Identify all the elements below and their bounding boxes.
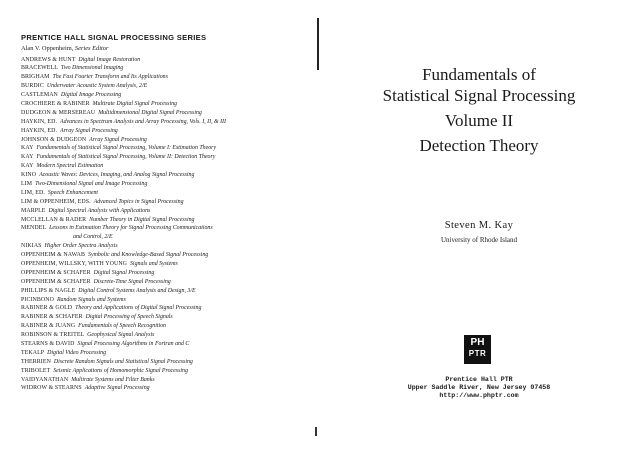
series-entry-author: PICINBONO xyxy=(21,296,54,303)
series-entry-title: Array Signal Processing xyxy=(89,136,147,143)
series-entry-author: OPPENHEIM & SCHAFER xyxy=(21,269,91,276)
series-entry-author: KAY xyxy=(21,154,34,161)
series-entry xyxy=(21,136,306,145)
series-entry xyxy=(21,233,306,242)
series-editor-name: Alan V. Oppenheim, xyxy=(21,45,74,52)
series-entry xyxy=(21,313,306,322)
series-entry-title: Fundamentals of Speech Recognition xyxy=(78,323,167,330)
series-entry xyxy=(21,56,306,65)
series-entry-author: VAIDYANATHAN xyxy=(21,376,69,383)
series-entry xyxy=(21,171,306,180)
series-entry-author: TRIBOLET xyxy=(21,367,51,374)
book-title-line: Fundamentals of xyxy=(422,65,536,84)
series-entry xyxy=(21,251,306,260)
series-entry-title: Signal Processing Algorithms in Fortran and C xyxy=(77,341,190,347)
series-entry-author: KINO xyxy=(21,172,37,179)
series-entry-title: Random Signals and Systems xyxy=(56,296,126,303)
series-entry-title: Digital Signal Processing xyxy=(93,269,155,276)
series-entry-title: Higher Order Spectra Analysis xyxy=(44,243,118,250)
series-entry-author: BRACEWELL xyxy=(21,65,58,72)
series-entry xyxy=(21,224,306,233)
left-page-series-list xyxy=(0,0,318,452)
series-entry xyxy=(21,180,306,189)
series-entry-title: Fundamentals of Statistical Signal Processing, Volume II: Detection Theory xyxy=(36,154,216,161)
series-entry-author: CASTLEMAN xyxy=(21,92,58,99)
series-entry xyxy=(21,296,306,305)
series-entry-title: Number Theory in Digital Signal Processing xyxy=(89,216,195,223)
series-entry xyxy=(21,331,306,340)
series-entry-author: WIDROW & STEARNS xyxy=(21,385,82,392)
author-affiliation: University of Rhode Island xyxy=(440,236,517,244)
series-entry-author: LIM, ED. xyxy=(21,189,45,196)
series-entry-title: Fundamentals of Statistical Signal Processing, Volume I: Estimation Theory xyxy=(36,145,217,152)
publisher-url: http://www.phptr.com xyxy=(439,392,519,399)
series-entry xyxy=(21,242,306,251)
series-editor-role: Series Editor xyxy=(74,45,109,52)
series-entry-author: JOHNSON & DUDGEON xyxy=(21,136,87,143)
series-entry-author: RABINER & SCHAFER xyxy=(21,314,83,321)
logo-ph-text: PH xyxy=(470,337,485,348)
series-entry-author: NIKIAS xyxy=(21,243,42,250)
series-entry xyxy=(21,340,306,349)
book-volume: Volume II xyxy=(444,111,514,130)
series-heading: PRENTICE HALL SIGNAL PROCESSING SERIES xyxy=(21,33,207,42)
series-entry-author: ROBINSON & TREITEL xyxy=(21,332,85,339)
series-entry xyxy=(21,109,306,118)
series-entry-author: KAY xyxy=(21,163,34,170)
series-entry-title: Geophysical Signal Analysis xyxy=(87,332,155,339)
series-entry-author: DUDGEON & MERSEREAU xyxy=(21,109,96,116)
series-entry-author: BRIGHAM xyxy=(21,74,50,81)
series-entry-author: LIM xyxy=(21,180,33,187)
series-entry-author: MCCLELLAN & RADER xyxy=(21,216,87,223)
series-entry-author: OPPENHEIM & SCHAFER xyxy=(21,278,91,285)
series-entry-author: BURDIC xyxy=(21,83,44,90)
publisher-address: Upper Saddle River, New Jersey 07458 xyxy=(407,384,551,391)
series-entry-title: Advances in Spectrum Analysis and Array Processing, Vols. I, II, & III xyxy=(60,118,226,125)
series-entry-title: Advanced Topics in Signal Processing xyxy=(93,198,184,205)
series-entry xyxy=(21,367,306,376)
series-entry xyxy=(21,127,306,136)
series-entry xyxy=(21,216,306,225)
series-entry-author: KAY xyxy=(21,145,34,152)
series-entry xyxy=(21,322,306,331)
series-entry-title: Multirate Systems and Filter Banks xyxy=(71,376,155,383)
series-entry-author: OPPENHEIM & NAWAB xyxy=(21,252,86,259)
series-entry-author: CROCHIERE & RABINER xyxy=(21,100,90,107)
series-entry xyxy=(21,162,306,171)
series-entry-title: Digital Processing of Speech Signals xyxy=(85,314,173,321)
series-entry-author: ANDREWS & HUNT xyxy=(21,56,76,63)
series-entry-title: Digital Control Systems Analysis and Design, 3/E xyxy=(78,287,196,294)
series-entry xyxy=(21,82,306,91)
ph-ptr-logo xyxy=(464,335,491,364)
series-entry-title: The Fast Fourier Transform and Its Applications xyxy=(52,74,168,81)
series-entry xyxy=(21,287,306,296)
publisher-name: Prentice Hall PTR xyxy=(445,376,513,383)
series-entry xyxy=(21,118,306,127)
series-entry-author: THERRIEN xyxy=(21,358,51,365)
series-entry xyxy=(21,144,306,153)
series-entry-author: HAYKIN, ED. xyxy=(21,118,58,125)
series-entry-author: RABINER & GOLD xyxy=(21,305,73,312)
series-entry-author: STEARNS & DAVID xyxy=(21,341,75,347)
series-entry-author: MENDEL xyxy=(21,225,47,232)
series-entry xyxy=(21,198,306,207)
series-entry-title: Digital Spectral Analysis with Applications xyxy=(48,207,151,214)
series-entry-author: PHILLIPS & NAGLE xyxy=(21,287,76,294)
series-entry-author: RABINER & JUANG xyxy=(21,323,76,330)
series-editor xyxy=(21,45,108,52)
book-subtitle: Detection Theory xyxy=(419,136,539,155)
series-entry xyxy=(21,358,306,367)
right-page-title-page xyxy=(320,0,638,452)
series-entry xyxy=(21,278,306,287)
series-entry-author: OPPENHEIM, WILLSKY, WITH YOUNG xyxy=(21,260,128,267)
series-list xyxy=(21,56,306,394)
series-entry xyxy=(21,207,306,216)
series-entry-title: Symbolic and Knowledge-Based Signal Processing xyxy=(88,252,209,259)
logo-ptr-text: PTR xyxy=(468,349,487,358)
author-name: Steven M. Kay xyxy=(444,220,514,231)
series-entry xyxy=(21,64,306,73)
series-entry-title: Adaptive Signal Processing xyxy=(84,385,150,392)
series-entry-title: Discrete Random Signals and Statistical Signal Processing xyxy=(53,358,193,365)
series-entry xyxy=(21,91,306,100)
book-title-line: Statistical Signal Processing xyxy=(382,86,576,105)
gutter-mark xyxy=(315,427,317,436)
series-entry xyxy=(21,269,306,278)
series-entry-title: Lessons in Estimation Theory for Signal Processing Communications xyxy=(49,225,213,232)
series-entry xyxy=(21,73,306,82)
series-entry xyxy=(21,100,306,109)
series-entry-author: TEKALP xyxy=(21,349,45,356)
series-entry xyxy=(21,349,306,358)
series-entry-author: MARPLE xyxy=(21,207,46,214)
series-entry-title: Theory and Applications of Digital Signal Processing xyxy=(75,305,202,312)
series-entry-title: Array Signal Processing xyxy=(60,127,118,134)
series-entry-title: Digital Image Restoration xyxy=(78,56,141,63)
series-entry-title: Acoustic Waves: Devices, Imaging, and Analog Signal Processing xyxy=(39,172,195,179)
series-entry-title: Two-Dimensional Signal and Image Processing xyxy=(35,180,148,187)
series-entry-title: Two Dimensional Imaging xyxy=(60,65,124,72)
series-entry-title: and Control, 2/E xyxy=(73,234,113,241)
series-entry-title: Multidimensional Digital Signal Processing xyxy=(98,109,202,116)
series-entry xyxy=(21,376,306,385)
series-entry xyxy=(21,260,306,269)
series-entry-title: Digital Image Processing xyxy=(60,92,122,99)
series-entry-title: Discrete-Time Signal Processing xyxy=(93,278,171,285)
series-entry-title: Seismic Applications of Homomorphic Signal Processing xyxy=(53,367,188,374)
series-entry xyxy=(21,189,306,198)
gutter-rule xyxy=(317,18,319,70)
series-entry-title: Signals and Systems xyxy=(129,260,178,267)
series-entry xyxy=(21,153,306,162)
series-entry-title: Speech Enhancement xyxy=(47,189,99,196)
series-entry-author: HAYKIN, ED. xyxy=(21,127,58,134)
series-entry xyxy=(21,304,306,313)
series-entry-title: Multirate Digital Signal Processing xyxy=(92,100,177,107)
series-entry xyxy=(21,384,306,393)
series-entry-title: Underwater Acoustic System Analysis, 2/E xyxy=(46,83,148,90)
series-entry-title: Digital Video Processing xyxy=(47,349,107,356)
series-entry-author: LIM & OPPENHEIM, EDS. xyxy=(21,198,91,205)
series-entry-title: Modern Spectral Estimation xyxy=(36,163,104,170)
